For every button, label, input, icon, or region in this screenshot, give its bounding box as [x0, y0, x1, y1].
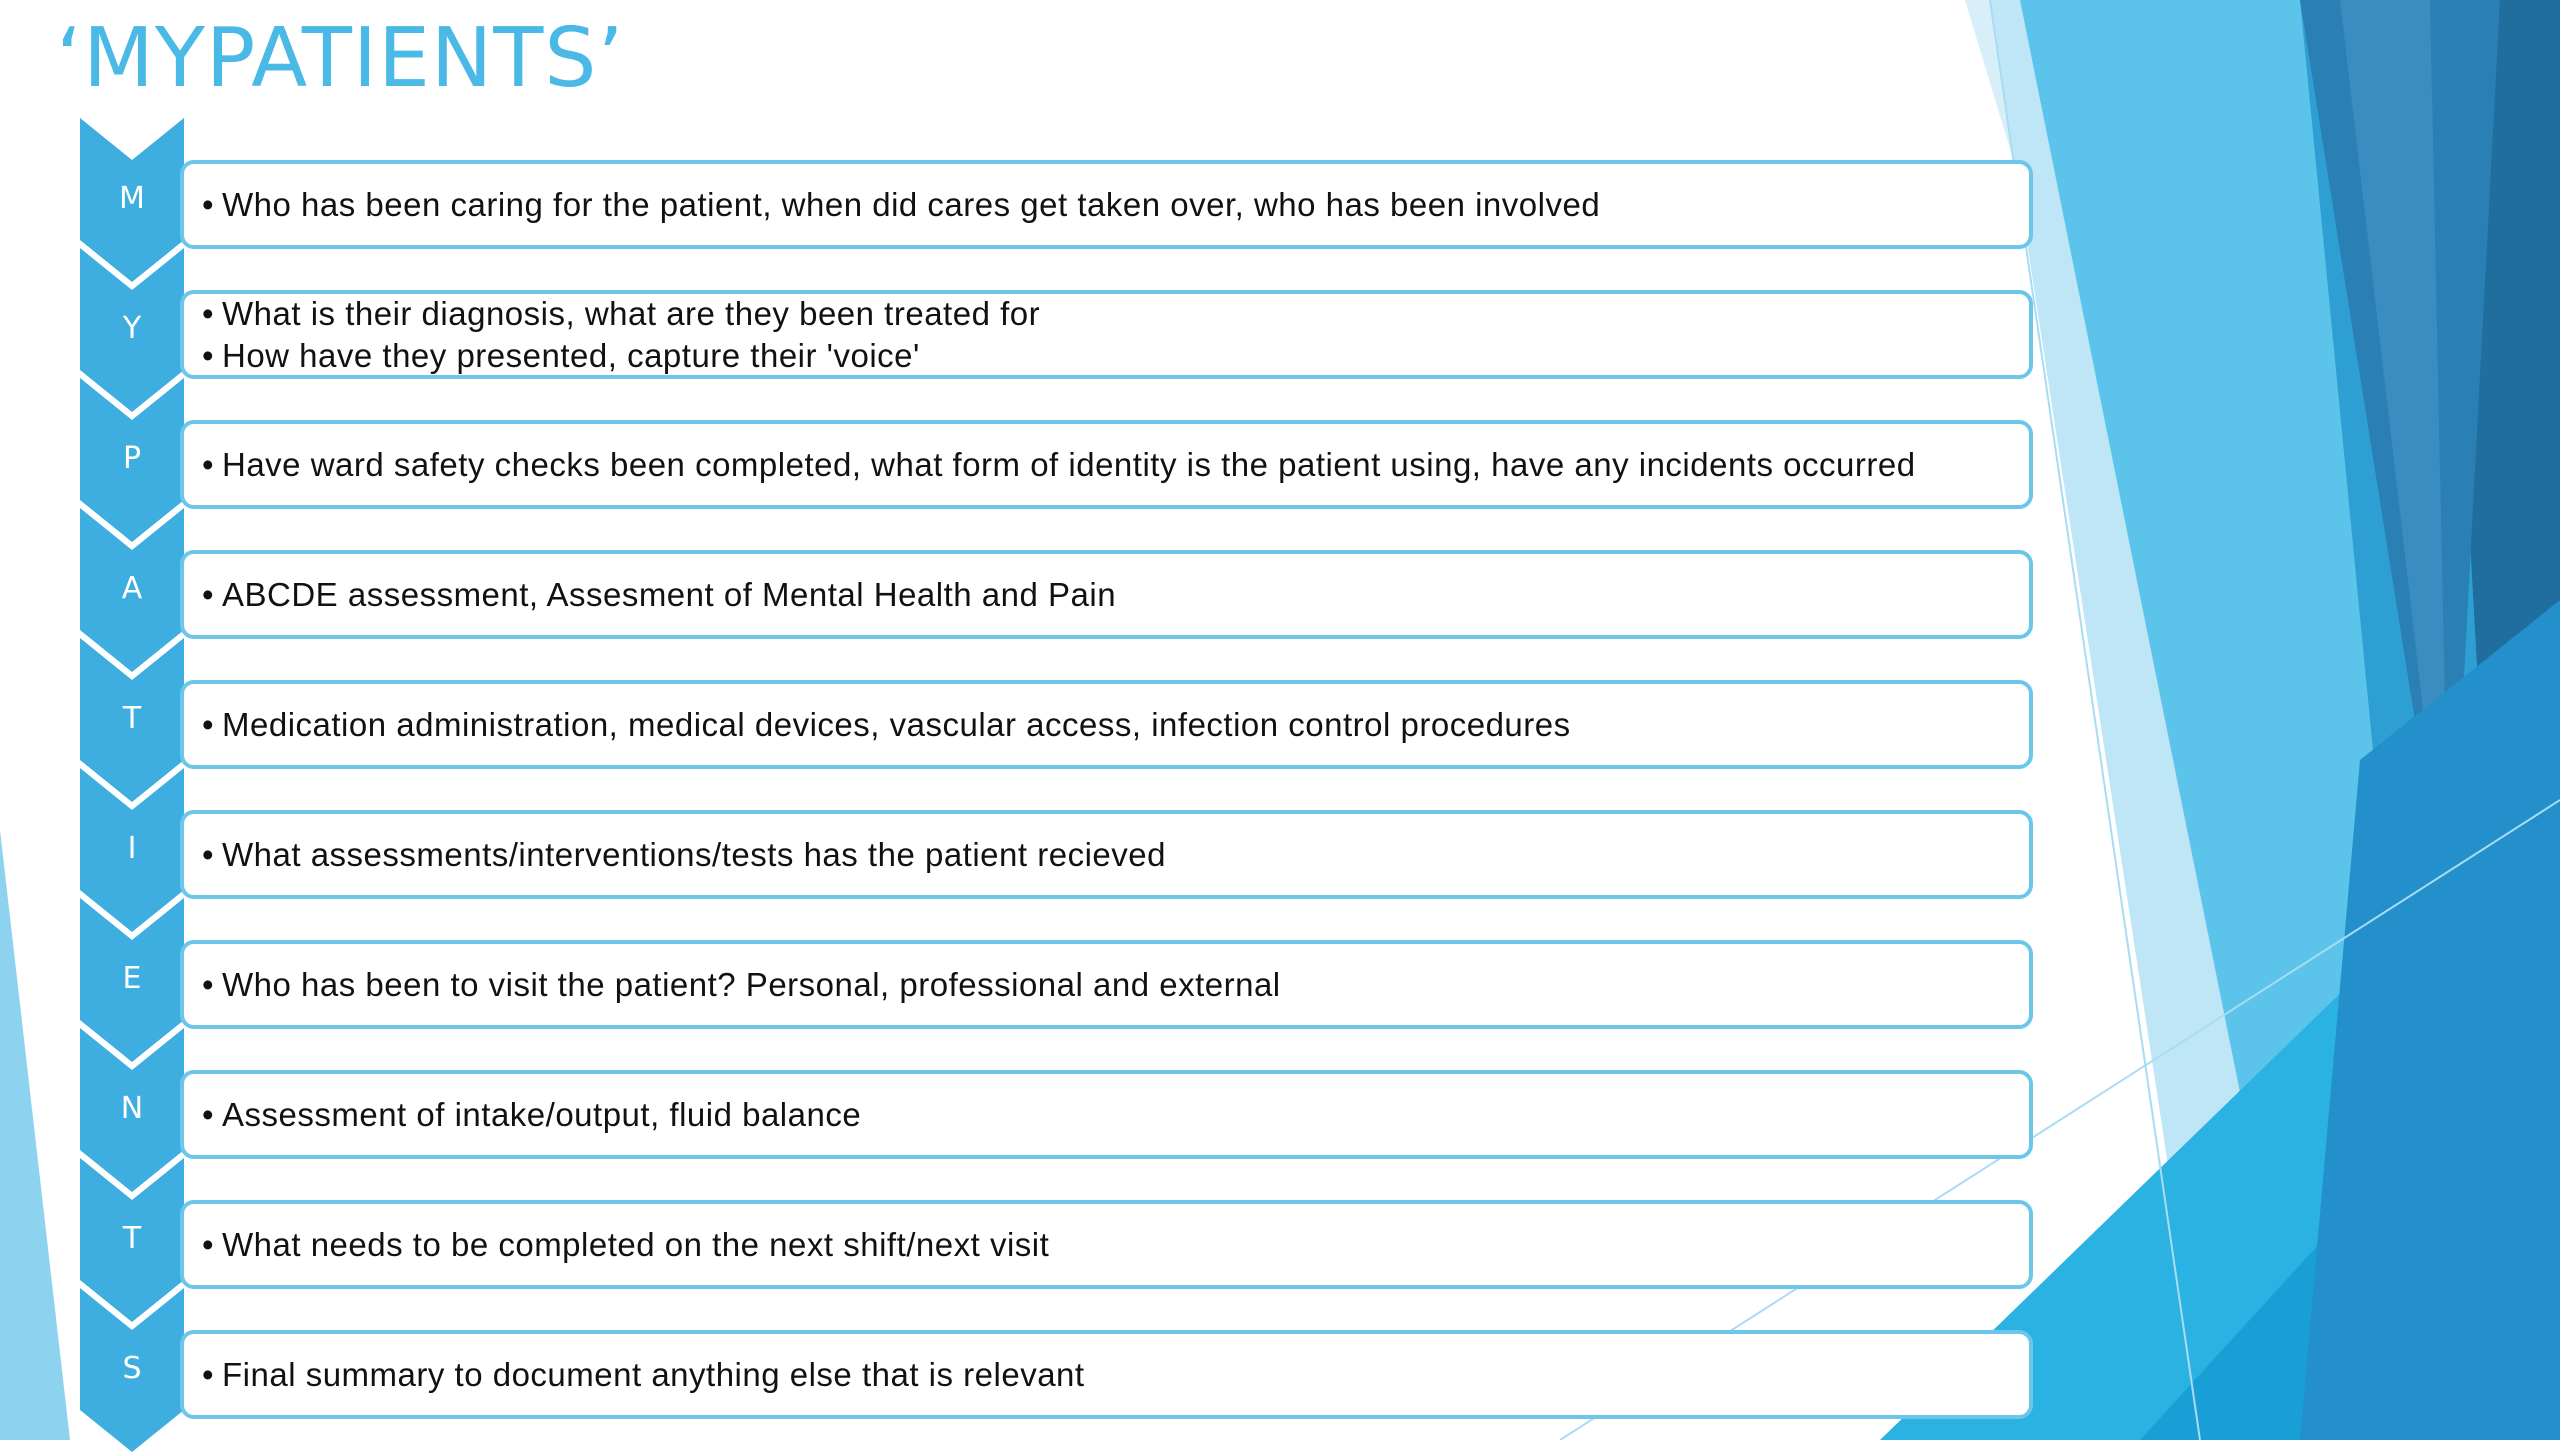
- step-bullet-line: [202, 704, 2029, 746]
- step-bullet-line: [202, 335, 2029, 377]
- step-text-box: [180, 290, 2033, 379]
- step-row: [80, 1288, 2040, 1456]
- step-letter: E: [122, 961, 142, 996]
- step-letter: T: [122, 1221, 142, 1256]
- step-bullet-line: [202, 1354, 2029, 1396]
- step-text-box: [180, 420, 2033, 509]
- bullet-icon: •: [202, 1095, 215, 1133]
- bullet-icon: •: [202, 965, 215, 1003]
- step-bullet-line: [202, 444, 2029, 486]
- step-letter: I: [127, 831, 137, 866]
- step-letter: N: [120, 1091, 144, 1126]
- step-text: ABCDE assessment, Assesment of Mental Health and Pain: [222, 575, 1117, 613]
- step-text-box: [180, 160, 2033, 249]
- bullet-icon: •: [202, 445, 215, 483]
- step-text: Have ward safety checks been completed, what form of identity is the patient using, have any incidents occurred: [222, 445, 1916, 483]
- bullet-icon: •: [202, 705, 215, 743]
- step-letter: T: [122, 701, 142, 736]
- step-letter: S: [122, 1351, 142, 1386]
- step-bullet-line: [202, 1224, 2029, 1266]
- step-letter: M: [119, 181, 145, 216]
- step-bullet-line: [202, 184, 2029, 226]
- bullet-icon: •: [202, 294, 215, 332]
- step-text: What is their diagnosis, what are they been treated for: [222, 294, 1041, 332]
- step-text: Assessment of intake/output, fluid balance: [222, 1095, 862, 1133]
- step-text-box: [180, 940, 2033, 1029]
- slide-title: ‘MYPATIENTS’: [56, 11, 625, 106]
- step-text-box: [180, 1200, 2033, 1289]
- step-text-box: [180, 1330, 2033, 1419]
- bullet-icon: •: [202, 1355, 215, 1393]
- step-text: Final summary to document anything else that is relevant: [222, 1355, 1085, 1393]
- step-bullet-line: [202, 574, 2029, 616]
- step-text: How have they presented, capture their 'voice': [222, 336, 920, 374]
- step-text-box: [180, 550, 2033, 639]
- step-bullet-line: [202, 1094, 2029, 1136]
- bullet-icon: •: [202, 835, 215, 873]
- step-text: What assessments/interventions/tests has the patient recieved: [222, 835, 1166, 873]
- step-text: Who has been caring for the patient, when did cares get taken over, who has been involved: [222, 185, 1601, 223]
- step-text-box: [180, 680, 2033, 769]
- step-letter: A: [121, 571, 143, 606]
- step-bullet-line: [202, 293, 2029, 335]
- bullet-icon: •: [202, 185, 215, 223]
- step-text-box: [180, 810, 2033, 899]
- step-letter: P: [122, 441, 142, 476]
- step-text-box: [180, 1070, 2033, 1159]
- step-text: Who has been to visit the patient? Personal, professional and external: [222, 965, 1281, 1003]
- step-bullet-line: [202, 964, 2029, 1006]
- bullet-icon: •: [202, 336, 215, 374]
- step-text: What needs to be completed on the next shift/next visit: [222, 1225, 1050, 1263]
- step-letter: Y: [122, 311, 142, 346]
- bullet-icon: •: [202, 1225, 215, 1263]
- step-text: Medication administration, medical devices, vascular access, infection control procedures: [222, 705, 1571, 743]
- bullet-icon: •: [202, 575, 215, 613]
- step-bullet-line: [202, 834, 2029, 876]
